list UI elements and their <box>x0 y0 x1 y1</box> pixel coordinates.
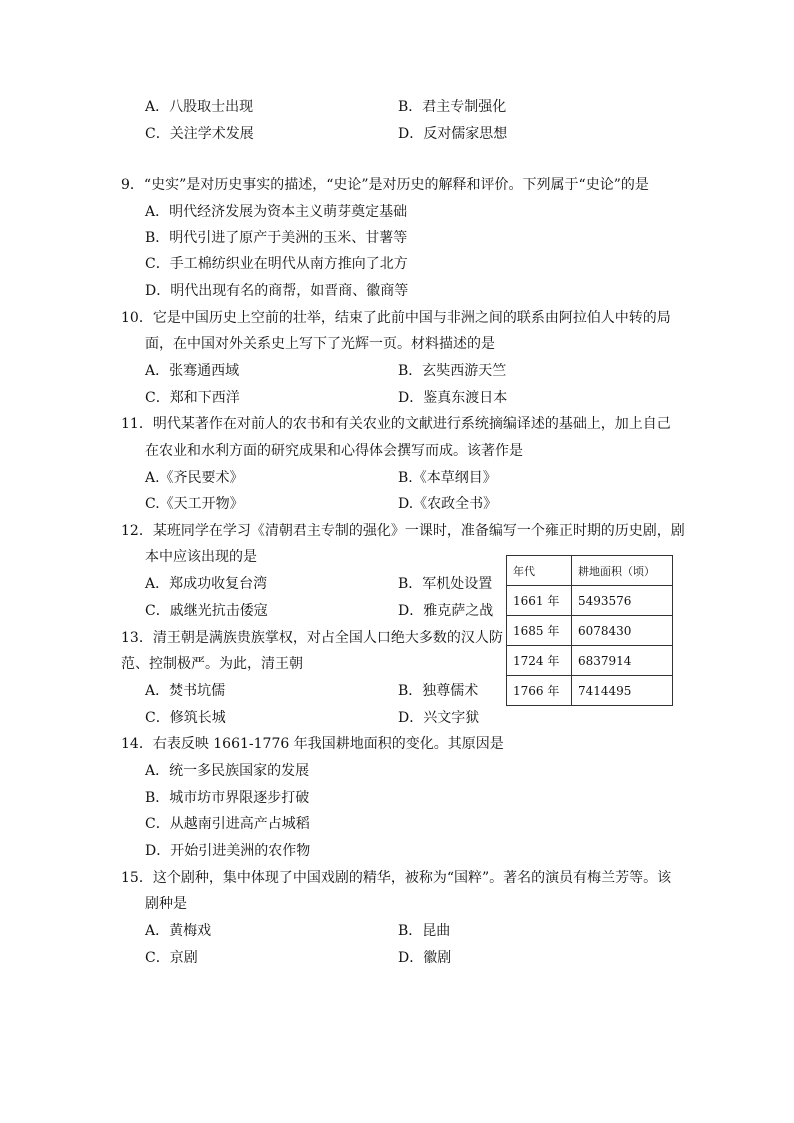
q13-stem-line1: 13．清王朝是满族贵族掌权，对占全国人口绝大多数的汉人防 <box>121 630 503 646</box>
q14-stem: 14．右表反映 1661-1776 年我国耕地面积的变化。其原因是 <box>121 736 504 752</box>
table-row <box>507 616 673 646</box>
q12-option-b: B．军机处设置 <box>398 576 493 592</box>
q9-option-c: C．手工棉纺织业在明代从南方推向了北方 <box>145 256 408 272</box>
q15-option-a: A．黄梅戏 <box>145 923 212 939</box>
q15-option-c: C．京剧 <box>145 950 198 966</box>
q13-stem-line2: 范、控制极严。为此，清王朝 <box>121 656 303 672</box>
q13-option-c: C．修筑长城 <box>145 710 226 726</box>
q12-option-a: A．郑成功收复台湾 <box>145 576 268 592</box>
q14-option-c: C．从越南引进高产占城稻 <box>145 816 310 832</box>
table-cell-year: 1685 年 <box>507 616 572 646</box>
table-cell-area: 6837914 <box>572 646 673 676</box>
farmland-area-table <box>506 555 673 706</box>
q10-option-a: A．张骞通西域 <box>145 363 240 379</box>
table-row <box>507 586 673 616</box>
q11-option-c: C.《天工开物》 <box>145 496 244 512</box>
q13-option-b: B．独尊儒术 <box>398 683 479 699</box>
table-header-year: 年代 <box>507 556 572 586</box>
table-header-area: 耕地面积（顷） <box>572 556 673 586</box>
q14-option-b: B．城市坊市界限逐步打破 <box>145 790 310 806</box>
table-cell-area: 6078430 <box>572 616 673 646</box>
q8-option-d: D．反对儒家思想 <box>398 126 508 142</box>
q8-option-c: C．关注学术发展 <box>145 126 254 142</box>
table-header-row <box>507 556 673 586</box>
q11-stem-line2: 在农业和水利方面的研究成果和心得体会撰写而成。该著作是 <box>145 443 523 459</box>
q10-option-c: C．郑和下西洋 <box>145 390 240 406</box>
q8-option-b: B．君主专制强化 <box>398 99 507 115</box>
q10-option-d: D．鉴真东渡日本 <box>398 390 508 406</box>
q14-option-a: A．统一多民族国家的发展 <box>145 763 310 779</box>
table-cell-year: 1766 年 <box>507 676 572 706</box>
q11-stem-line1: 11．明代某著作在对前人的农书和有关农业的文献进行系统摘编译述的基础上，加上自己 <box>121 416 671 432</box>
q11-option-b: B.《本草纲目》 <box>398 470 497 486</box>
table-row <box>507 676 673 706</box>
q12-stem-line2: 本中应该出现的是 <box>145 549 257 565</box>
table-row <box>507 646 673 676</box>
q15-option-b: B．昆曲 <box>398 923 451 939</box>
q9-option-b: B．明代引进了原产于美洲的玉米、甘薯等 <box>145 230 408 246</box>
q14-option-d: D．开始引进美洲的农作物 <box>145 843 311 859</box>
q13-option-a: A．焚书坑儒 <box>145 683 226 699</box>
q10-option-b: B．玄奘西游天竺 <box>398 363 507 379</box>
q11-option-d: D.《农政全书》 <box>398 496 498 512</box>
q8-option-a: A．八股取士出现 <box>145 99 254 115</box>
q9-option-a: A．明代经济发展为资本主义萌芽奠定基础 <box>145 204 408 220</box>
table-cell-year: 1661 年 <box>507 586 572 616</box>
table-cell-area: 7414495 <box>572 676 673 706</box>
q10-stem-line1: 10．它是中国历史上空前的壮举，结束了此前中国与非洲之间的联系由阿拉伯人中转的局 <box>121 310 671 326</box>
q15-stem-line2: 剧种是 <box>145 896 187 912</box>
q15-stem-line1: 15．这个剧种，集中体现了中国戏剧的精华，被称为“国粹”。著名的演员有梅兰芳等。该 <box>121 870 672 886</box>
q11-option-a: A.《齐民要术》 <box>145 470 244 486</box>
q12-stem-line1: 12．某班同学在学习《清朝君主专制的强化》一课时，准备编写一个雍正时期的历史剧，剧 <box>121 523 685 539</box>
table-cell-area: 5493576 <box>572 586 673 616</box>
q10-stem-line2: 面，在中国对外关系史上写下了光辉一页。材料描述的是 <box>145 336 495 352</box>
q12-option-c: C．戚继光抗击倭寇 <box>145 603 268 619</box>
q9-stem: 9．“史实”是对历史事实的描述，“史论”是对历史的解释和评价。下列属于“史论”的是 <box>121 177 649 193</box>
q9-option-d: D．明代出现有名的商帮，如晋商、徽商等 <box>145 283 409 299</box>
q12-option-d: D．雅克萨之战 <box>398 603 494 619</box>
q13-option-d: D．兴文字狱 <box>398 710 480 726</box>
q15-option-d: D．徽剧 <box>398 950 452 966</box>
table-cell-year: 1724 年 <box>507 646 572 676</box>
